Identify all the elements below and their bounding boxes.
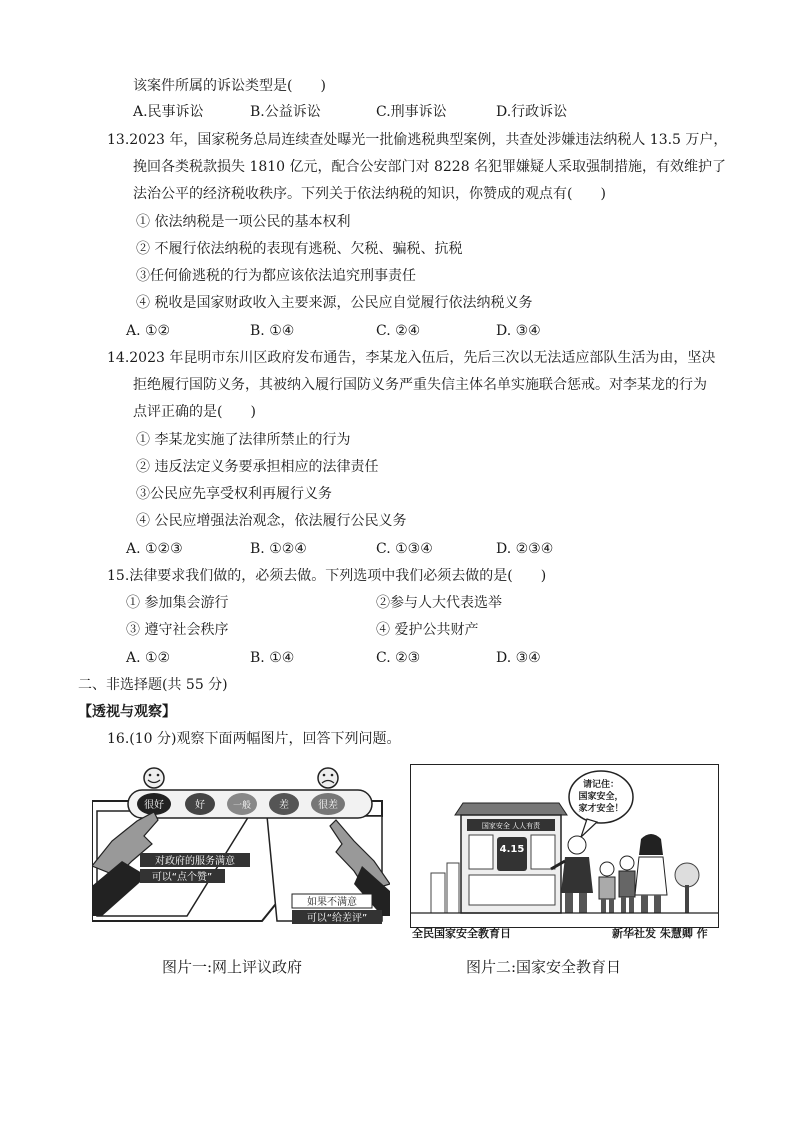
unhappy-face-icon [318, 768, 338, 788]
q16-stem: 16.(10 分)观察下面两幅图片，回答下列问题。 [107, 731, 401, 747]
q12-option-b: B.公益诉讼 [250, 104, 321, 120]
q15-item-4: ④ 爱护公共财产 [376, 622, 479, 638]
section-2-subheading: 【透视与观察】 [78, 704, 176, 720]
happy-face-icon [144, 768, 164, 788]
rating-label-average: 一般 [232, 801, 252, 811]
q14-option-c: C. ①③④ [376, 541, 433, 557]
figure2-caption: 图片二:国家安全教育日 [466, 958, 622, 976]
q15-option-c: C. ②③ [376, 650, 421, 666]
q14-stem-line-3: 点评正确的是( ) [133, 404, 256, 420]
figure2-bottom-right: 新华社发 朱慧卿 作 [612, 927, 708, 940]
q15-option-b: B. ①④ [250, 650, 295, 666]
rating-label-poor: 差 [279, 800, 289, 811]
criticism-text-1: 如果不满意 [307, 897, 357, 908]
figure2-bottom-left: 全民国家安全教育日 [412, 927, 511, 940]
rating-pill-good [185, 793, 215, 815]
q13-item-4: ④ 税收是国家财政收入主要来源，公民应自觉履行依法纳税义务 [136, 295, 533, 311]
rating-pill-average [227, 793, 257, 815]
figure1-caption: 图片一:网上评议政府 [162, 958, 303, 976]
speech-line-2: 国家安全， [578, 792, 624, 802]
section-2-heading: 二、非选择题(共 55 分) [78, 677, 228, 693]
q14-stem-line-2: 拒绝履行国防义务，其被纳入履行国防义务严重失信主体名单实施联合惩戒。对李某龙的行为 [133, 377, 707, 393]
criticism-text-2: 可以“给差评” [306, 913, 368, 924]
q14-option-d: D. ②③④ [496, 541, 554, 557]
q14-item-1: ① 李某龙实施了法律所禁止的行为 [136, 432, 351, 448]
q12-option-c: C.刑事诉讼 [376, 104, 447, 120]
q15-item-2: ②参与人大代表选举 [376, 595, 502, 611]
rating-label-very-poor: 很差 [318, 800, 338, 811]
security-day-cartoon [411, 765, 718, 927]
speech-line-1: 请记住： [582, 780, 620, 790]
q12-stem-end: 该案件所属的诉讼类型是( ) [133, 78, 326, 94]
figure-online-rating [92, 766, 390, 928]
q14-item-3: ③公民应先享受权利再履行义务 [136, 486, 332, 502]
q13-option-a: A. ①② [126, 323, 171, 339]
q13-stem-line-3: 法治公平的经济税收秩序。下列关于依法纳税的知识，你赞成的观点有( ) [133, 186, 606, 202]
q13-item-2: ② 不履行依法纳税的表现有逃税、欠税、骗税、抗税 [136, 241, 463, 257]
q14-item-2: ② 违反法定义务要承担相应的法律责任 [136, 459, 379, 475]
q14-option-a: A. ①②③ [126, 541, 183, 557]
q13-option-d: D. ③④ [496, 323, 541, 339]
q14-option-b: B. ①②④ [250, 541, 307, 557]
mother-figure [635, 834, 667, 913]
online-rating-illustration [92, 766, 390, 928]
q15-option-d: D. ③④ [496, 650, 541, 666]
q12-option-d: D.行政诉讼 [496, 104, 568, 120]
q15-item-3: ③ 遵守社会秩序 [126, 622, 229, 638]
praise-text-2: 可以“点个赞” [151, 872, 213, 883]
praise-text-1: 对政府的服务满意 [155, 856, 235, 867]
board-title: 国家安全 人人有责 [481, 822, 541, 830]
q14-item-4: ④ 公民应增强法治观念，依法履行公民义务 [136, 513, 407, 529]
rating-label-good: 好 [195, 800, 205, 811]
q13-item-1: ① 依法纳税是一项公民的基本权利 [136, 214, 351, 230]
q13-option-c: C. ②④ [376, 323, 421, 339]
q15-option-a: A. ①② [126, 650, 171, 666]
child-1-figure [599, 862, 615, 913]
rating-label-very-good: 很好 [144, 800, 164, 811]
q13-item-3: ③任何偷逃税的行为都应该依法追究刑事责任 [136, 268, 416, 284]
figure-security-education [410, 764, 719, 928]
speech-line-3: 家才安全！ [578, 804, 624, 814]
q13-stem-line-1: 13.2023 年，国家税务总局连续查处曝光一批偷逃税典型案例，共查处涉嫌违法纳税人 13.5 万户， [107, 132, 728, 148]
q15-stem: 15.法律要求我们做的，必须去做。下列选项中我们必须去做的是( ) [107, 568, 547, 584]
rating-pill-very-poor [311, 793, 345, 815]
q12-option-a: A.民事诉讼 [133, 104, 204, 120]
q13-stem-line-2: 挽回各类税款损失 1810 亿元，配合公安部门对 8228 名犯罪嫌疑人采取强制措施，有效维护了 [133, 159, 727, 175]
date-label: 4.15 [499, 844, 525, 855]
child-2-figure [619, 856, 635, 913]
rating-pill-poor [269, 793, 299, 815]
q14-stem-line-1: 14.2023 年昆明市东川区政府发布通告，李某龙入伍后，先后三次以无法适应部队生活为由，坚决 [107, 350, 716, 366]
q15-item-1: ① 参加集会游行 [126, 595, 229, 611]
q13-option-b: B. ①④ [250, 323, 295, 339]
